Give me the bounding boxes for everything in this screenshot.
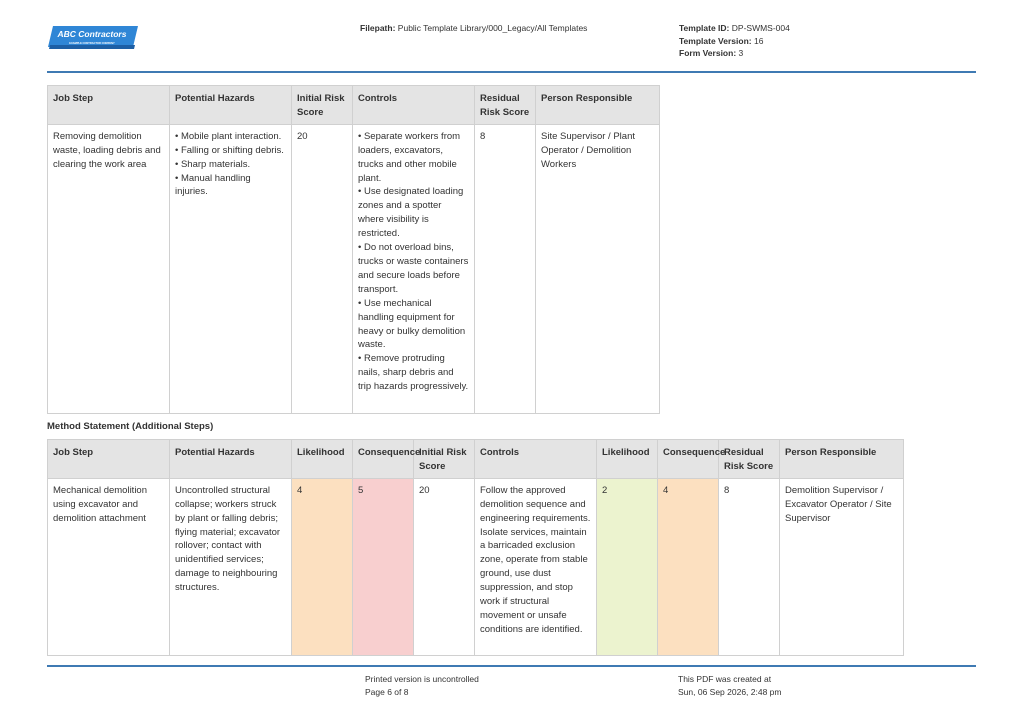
col-potential-hazards: Potential Hazards	[170, 86, 292, 125]
hazard-item: • Sharp materials.	[175, 158, 251, 170]
control-item: • Use designated loading zones and a spotter where visibility is restricted.	[358, 186, 464, 240]
controls-cell	[353, 124, 475, 413]
created-timestamp: Sun, 06 Sep 2026, 2:48 pm	[678, 687, 782, 697]
footer-right	[678, 673, 782, 699]
hazard-item: • Mobile plant interaction.	[175, 130, 282, 142]
filepath-label: Filepath:	[360, 23, 396, 33]
person-responsible-cell: Site Supervisor / Plant Operator / Demolition Workers	[536, 124, 660, 413]
residual-consequence-cell: 4	[658, 478, 719, 655]
company-logo	[47, 25, 139, 51]
template-info	[679, 22, 790, 60]
job-step-cell: Removing demolition waste, loading debris and clearing the work area	[48, 124, 170, 413]
job-step-cell: Mechanical demolition using excavator and demolition attachment	[48, 478, 170, 655]
col-residual-consequence: Consequence	[658, 440, 719, 479]
header-divider	[47, 71, 976, 73]
col-potential-hazards: Potential Hazards	[170, 440, 292, 479]
logo-text: ABC Contractors	[57, 29, 127, 39]
form-version-value: 3	[738, 48, 744, 58]
page-number: Page 6 of 8	[365, 687, 409, 697]
created-label: This PDF was created at	[678, 674, 772, 684]
filepath	[360, 22, 587, 34]
col-initial-risk-score: Initial Risk Score	[414, 440, 475, 479]
residual-likelihood-cell: 2	[597, 478, 658, 655]
filepath-value: Public Template Library/000_Legacy/All Templates	[397, 23, 588, 33]
hazards-cell	[170, 124, 292, 413]
hazards-cell: Uncontrolled structural collapse; workers struck by plant or falling debris; flying material; excavator rollover; contact with unidentified services; damage to neighbouring structures.	[170, 478, 292, 655]
col-person-responsible: Person Responsible	[536, 86, 660, 125]
col-residual-risk-score: Residual Risk Score	[719, 440, 780, 479]
col-residual-likelihood: Likelihood	[597, 440, 658, 479]
method-table-header	[48, 440, 904, 479]
col-likelihood: Likelihood	[292, 440, 353, 479]
col-consequence: Consequence	[353, 440, 414, 479]
likelihood-cell: 4	[292, 478, 353, 655]
method-statement-table	[47, 439, 904, 656]
initial-risk-cell: 20	[414, 478, 475, 655]
risk-table-header	[48, 86, 660, 125]
template-id-value: DP-SWMS-004	[731, 23, 790, 33]
residual-risk-cell: 8	[719, 478, 780, 655]
footer-divider	[47, 665, 976, 667]
control-item: • Separate workers from loaders, excavators, trucks and other mobile plant.	[358, 130, 461, 184]
col-initial-risk-score: Initial Risk Score	[292, 86, 353, 125]
template-version-value: 16	[753, 35, 764, 46]
initial-risk-cell: 20	[292, 124, 353, 413]
residual-risk-cell: 8	[475, 124, 536, 413]
section-title: Method Statement (Additional Steps)	[47, 421, 214, 432]
control-item: • Do not overload bins, trucks or waste containers and secure loads before transport.	[358, 242, 469, 295]
form-version-label: Form Version:	[679, 48, 737, 58]
controls-cell: Follow the approved demolition sequence and engineering requirements. Isolate services, maintain a barricaded exclusion zone, operate from stable ground, use dust suppression, and stop work if structural movement or unsafe conditions are identified.	[475, 478, 597, 655]
col-controls: Controls	[353, 86, 475, 125]
hazard-item: • Falling or shifting debris.	[175, 144, 284, 156]
col-controls: Controls	[475, 440, 597, 479]
risk-table	[47, 85, 660, 414]
table-row	[48, 124, 660, 413]
col-residual-risk-score: Residual Risk Score	[475, 86, 536, 125]
template-version-label: Template Version:	[679, 35, 752, 46]
col-person-responsible: Person Responsible	[780, 440, 904, 479]
person-responsible-cell: Demolition Supervisor / Excavator Operator / Site Supervisor	[780, 478, 904, 655]
footer-left	[365, 673, 479, 699]
hazard-item: • Manual handling injuries.	[175, 172, 251, 198]
table-row	[48, 478, 904, 655]
control-item: • Remove protruding nails, sharp debris and trip hazards progressively.	[358, 353, 469, 393]
col-job-step: Job Step	[48, 440, 170, 479]
consequence-cell: 5	[353, 478, 414, 655]
uncontrolled-notice: Printed version is uncontrolled	[365, 674, 479, 684]
logo-subtext: EXAMPLE CONTRACTOR COMPANY	[69, 42, 115, 45]
template-id-label: Template ID:	[679, 23, 730, 33]
control-item: • Use mechanical handling equipment for heavy or bulky demolition waste.	[358, 297, 466, 351]
col-job-step: Job Step	[48, 86, 170, 125]
